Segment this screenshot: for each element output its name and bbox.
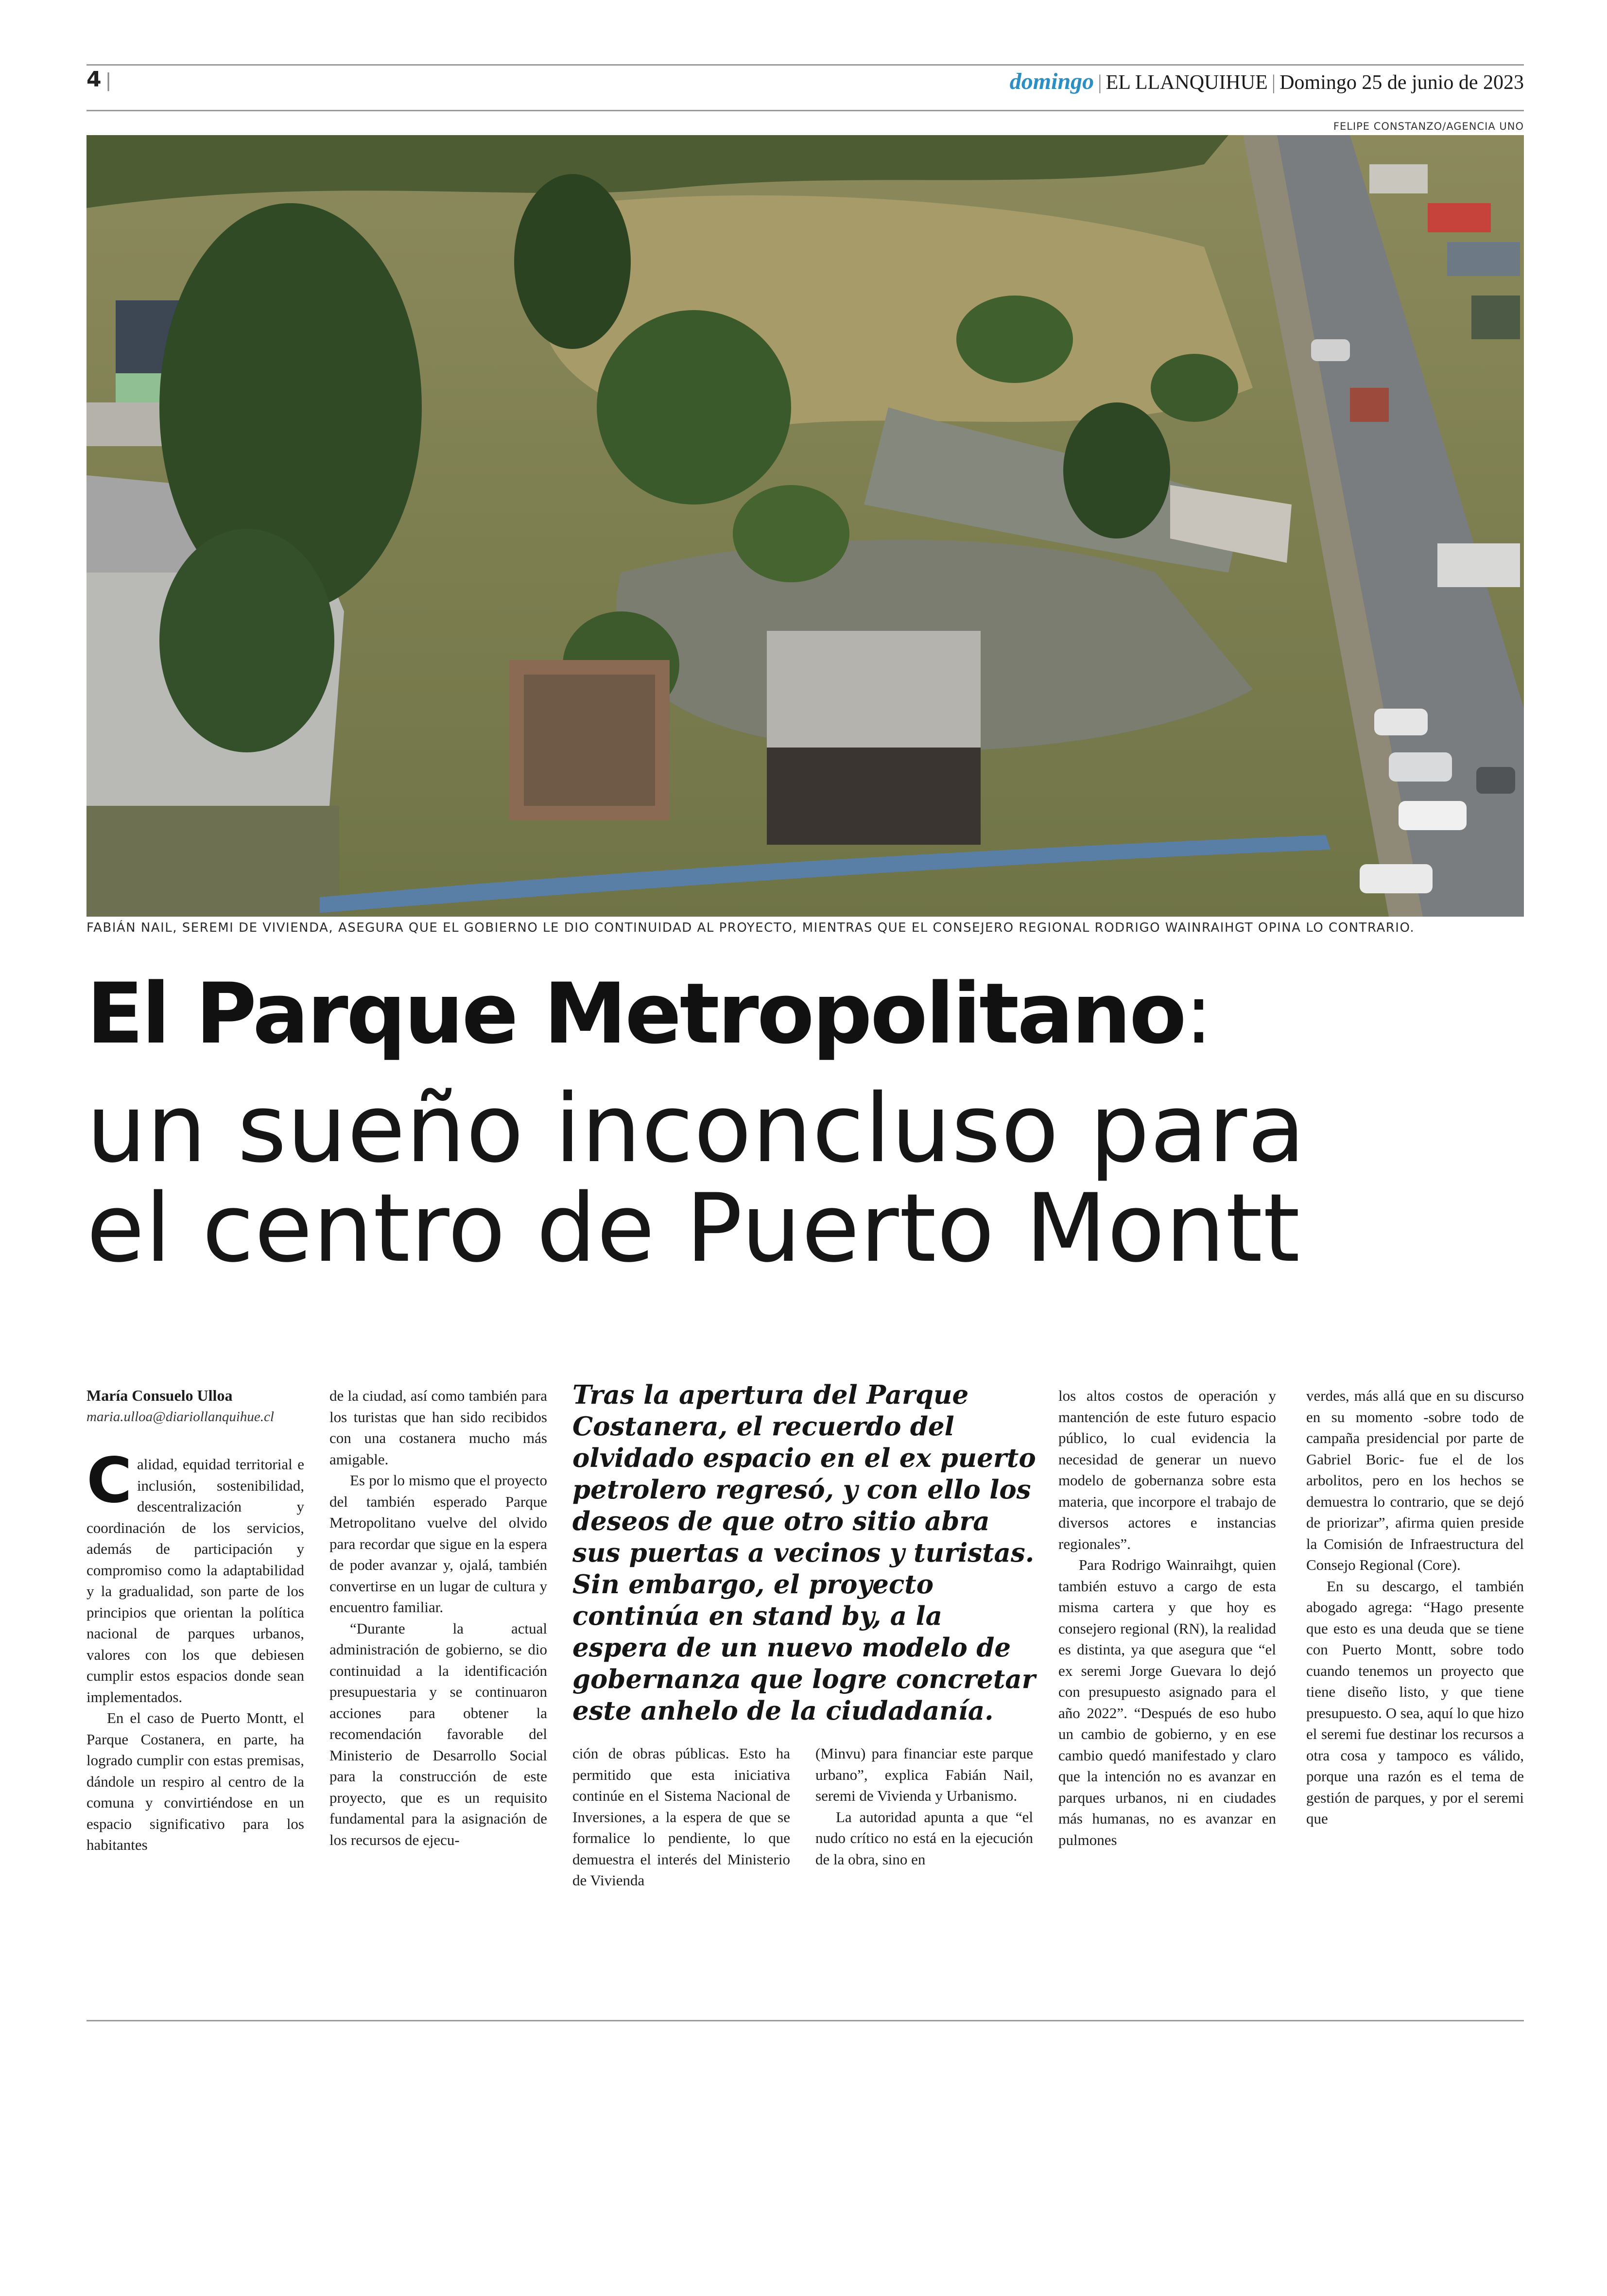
newspaper-name: EL LLANQUIHUE <box>1106 71 1268 94</box>
body-paragraph: La autoridad apunta a que “el nudo crítico no está en la ejecución de la obra, sino en <box>815 1808 1033 1868</box>
body-paragraph: (Minvu) para financiar este parque urbano”, explica Fabián Nail, seremi de Vivienda y Urbanismo. <box>815 1745 1033 1804</box>
body-paragraph: En su descargo, el también abogado agrega: “Hago presente que esto es una deuda que se tiene con Puerto Montt, sobre todo cuando tenemos un proyecto que tiene diseño listo, y que tiene presupuesto. O sea, aquí lo que hizo el seremi fue destinar los recursos a otra cosa y tampoco es válido, porque una razón es el tema de gestión de parques, y por el seremi que <box>1306 1577 1524 1827</box>
body-paragraph: Para Rodrigo Wainraihgt, quien también estuvo a cargo de esta misma cartera y que hoy es consejero regional (RN), la realidad es distinta, ya que asegura que “el ex seremi Jorge Guevara lo dejó con presupuesto asignado para el año 2022”. “Después de eso hubo un cambio de gobierno, y en ese cambio quedó manifestado y claro que la intención no es avanzar en parques urbanos, ni en ciudades más humanas, no es avanzar en pulmones <box>1058 1556 1276 1848</box>
column-2 <box>329 1385 547 1850</box>
headline-main: El Parque Metropolitano: <box>86 965 1211 1062</box>
body-paragraph: ción de obras públicas. Esto ha permitido que esta iniciativa continúe en el Sistema Nacional de Inversiones, a la espera de que se formalice lo pendiente, lo que demuestra el interés del Ministerio de Vivienda <box>572 1745 790 1889</box>
headline-line-2: un sueño inconcluso para <box>86 1074 1306 1183</box>
page-number: 4 | <box>86 67 112 92</box>
brand-name: domingo <box>1009 69 1094 94</box>
header-bottom-rule <box>86 110 1524 111</box>
body-paragraph: verdes, más allá que en su discurso en su momento -sobre todo de campaña presidencial por parte de Gabriel Boric- fue el de los arbolitos, pero en los hechos se demuestra lo contrario, que se dejó de priorizar”, afirma quien preside la Comisión de Infraestructura del Consejo Regional (Core). <box>1306 1387 1524 1573</box>
body-paragraph: Calidad, equidad territorial e inclusión, sostenibilidad, descentralización y coordinación de los servicios, además de participación y compromiso como la adaptabilidad y la gradualidad, son parte de los principios que orientan la política nacional de parques urbanos, valores con los que debiesen cumplir estos espacios donde sean implementados. <box>86 1444 304 1705</box>
body-paragraph: de la ciudad, así como también para los turistas que han sido recibidos con una costanera mucho más amigable. <box>329 1387 547 1468</box>
header-top-rule <box>86 64 1524 66</box>
column-1 <box>86 1385 304 1856</box>
body-paragraph: En el caso de Puerto Montt, el Parque Costanera, en parte, ha logrado cumplir con estas premisas, dándole un respiro al centro de la comuna y convirtiéndose en un espacio significativo para los habitantes <box>86 1709 304 1853</box>
photo-credit: FELIPE CONSTANZO/AGENCIA UNO <box>1333 121 1524 132</box>
body-paragraph: los altos costos de operación y mantención de este futuro espacio público, lo cual evidencia la necesidad de generar un nuevo modelo de gobernanza sobre esta materia, que incorpore el trabajo de diversos actores e instancias regionales”. <box>1058 1387 1276 1552</box>
column-6 <box>1306 1385 1524 1829</box>
aerial-photo <box>86 135 1524 917</box>
footer-rule <box>86 2020 1524 2021</box>
headline-line-3: el centro de Puerto Montt <box>86 1173 1301 1283</box>
photo-caption: FABIÁN NAIL, SEREMI DE VIVIENDA, ASEGURA QUE EL GOBIERNO LE DIO CONTINUIDAD AL PROYECTO, MIENTRAS QUE EL CONSEJERO REGIONAL RODRIGO WAINRAIHGT OPINA LO CONTRARIO. <box>86 921 1415 935</box>
column-5 <box>1058 1385 1276 1850</box>
author-name: María Consuelo Ulloa <box>86 1387 233 1404</box>
drop-cap: C <box>86 1444 132 1517</box>
body-paragraph: Es por lo mismo que el proyecto del también esperado Parque Metropolitano vuelve del olvido para recordar que sigue en la espera de poder avanzar y, ojalá, también convertirse en un lugar de cultura y encuentro familiar. <box>329 1472 547 1616</box>
column-3 <box>572 1743 790 1891</box>
body-paragraph: “Durante la actual administración de gobierno, se dio continuidad a la identificación presupuestaria y se continuaron acciones para obtener la recomendación favorable del Ministerio de Desarrollo Social para la construcción de este proyecto, que es un requisito fundamental para la asignación de los recursos de ejecu- <box>329 1619 547 1848</box>
issue-date: Domingo 25 de junio de 2023 <box>1279 71 1524 94</box>
author-email: maria.ulloa@diariollanquihue.cl <box>86 1409 274 1425</box>
article-lede: Tras la apertura del Parque Costanera, el recuerdo del olvidado espacio en el ex puerto petrolero regresó, y con ello los deseos de que otro sitio abra sus puertas a vecinos y turistas. Sin embargo, el proyecto continúa en stand by, a la espera de un nuevo modelo de gobernanza que logre concretar este anhelo de la ciudadanía. <box>572 1380 1036 1726</box>
masthead: domingo | EL LLANQUIHUE | Domingo 25 de junio de 2023 <box>1009 69 1524 94</box>
column-4 <box>815 1743 1033 1870</box>
